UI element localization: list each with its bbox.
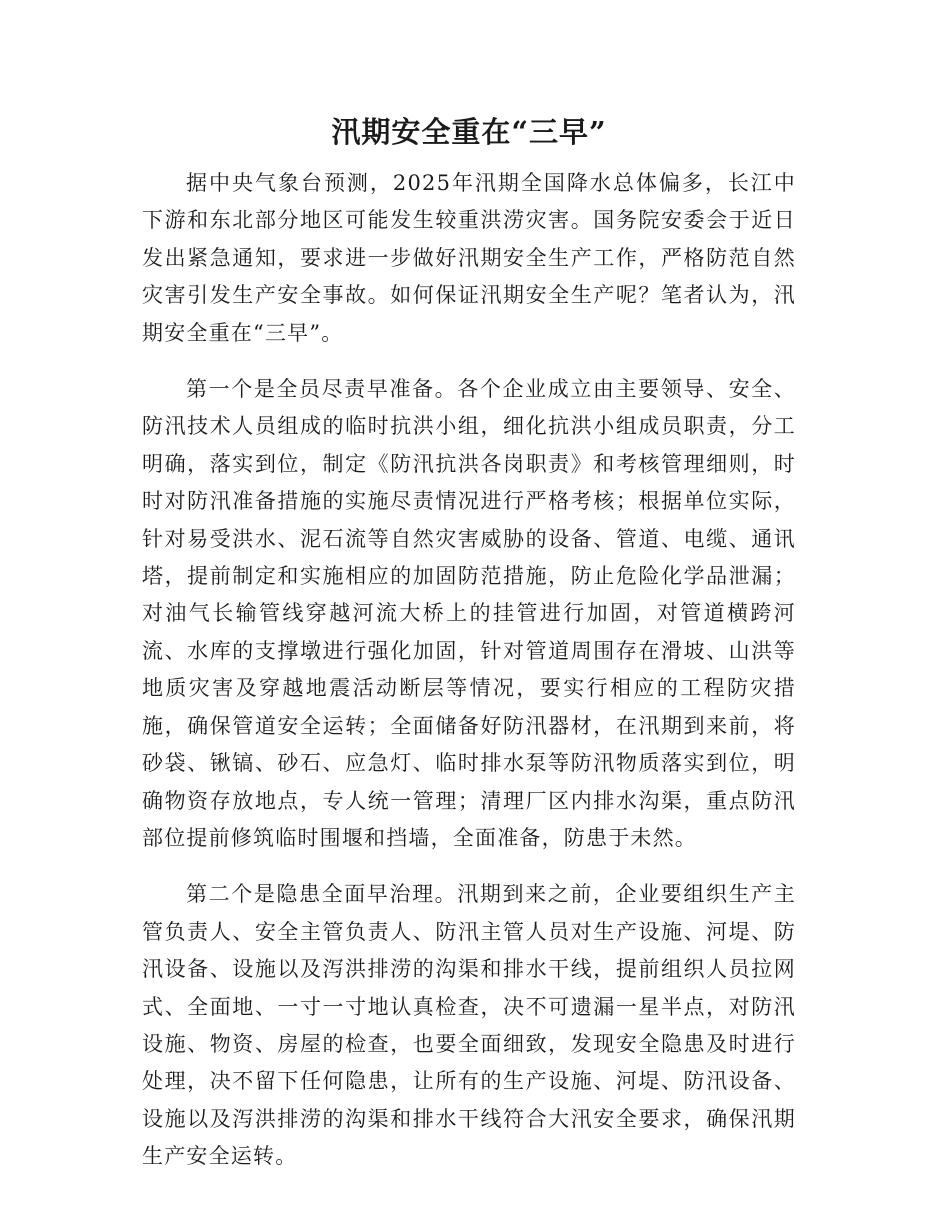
- paragraph-hazard-treatment: 第二个是隐患全面早治理。汛期到来之前，企业要组织生产主管负责人、安全主管负责人、防汛主管人员对生产设施、河堤、防汛设备、设施以及泻洪排涝的沟渠和排水干线，提前组织人员拉网式、全面地、一寸一寸地认真检查，决不可遗漏一星半点，对防汛设施、物资、房屋的检查，也要全面细致，发现安全隐患及时进行处理，决不留下任何隐患，让所有的生产设施、河堤、防汛设备、设施以及泻洪排涝的沟渠和排水干线符合大汛安全要求，确保汛期生产安全运转。: [142, 882, 796, 1169]
- document-page: [142, 110, 796, 1195]
- paragraph-intro: 据中央气象台预测，2025年汛期全国降水总体偏多，长江中下游和东北部分地区可能发生较重洪涝灾害。国务院安委会于近日发出紧急通知，要求进一步做好汛期安全生产工作，严格防范自然灾害引发生产安全事故。如何保证汛期安全生产呢？笔者认为，汛期安全重在“三早”。: [142, 171, 796, 345]
- document-title: 汛期安全重在“三早”: [331, 115, 607, 149]
- paragraph-preparation: 第一个是全员尽责早准备。各个企业成立由主要领导、安全、防汛技术人员组成的临时抗洪小组，细化抗洪小组成员职责，分工明确，落实到位，制定《防汛抗洪各岗职责》和考核管理细则，时时对防汛准备措施的实施尽责情况进行严格考核；根据单位实际，针对易受洪水、泥石流等自然灾害威胁的设备、管道、电缆、通讯塔，提前制定和实施相应的加固防范措施，防止危险化学品泄漏；对油气长输管线穿越河流大桥上的挂管进行加固，对管道横跨河流、水库的支撑墩进行强化加固，针对管道周围存在滑坡、山洪等地质灾害及穿越地震活动断层等情况，要实行相应的工程防灾措施，确保管道安全运转；全面储备好防汛器材，在汛期到来前，将砂袋、锹镐、砂石、应急灯、临时排水泵等防汛物质落实到位，明确物资存放地点，专人统一管理；清理厂区内排水沟渠，重点防汛部位提前修筑临时围堰和挡墙，全面准备，防患于未然。: [142, 377, 796, 850]
